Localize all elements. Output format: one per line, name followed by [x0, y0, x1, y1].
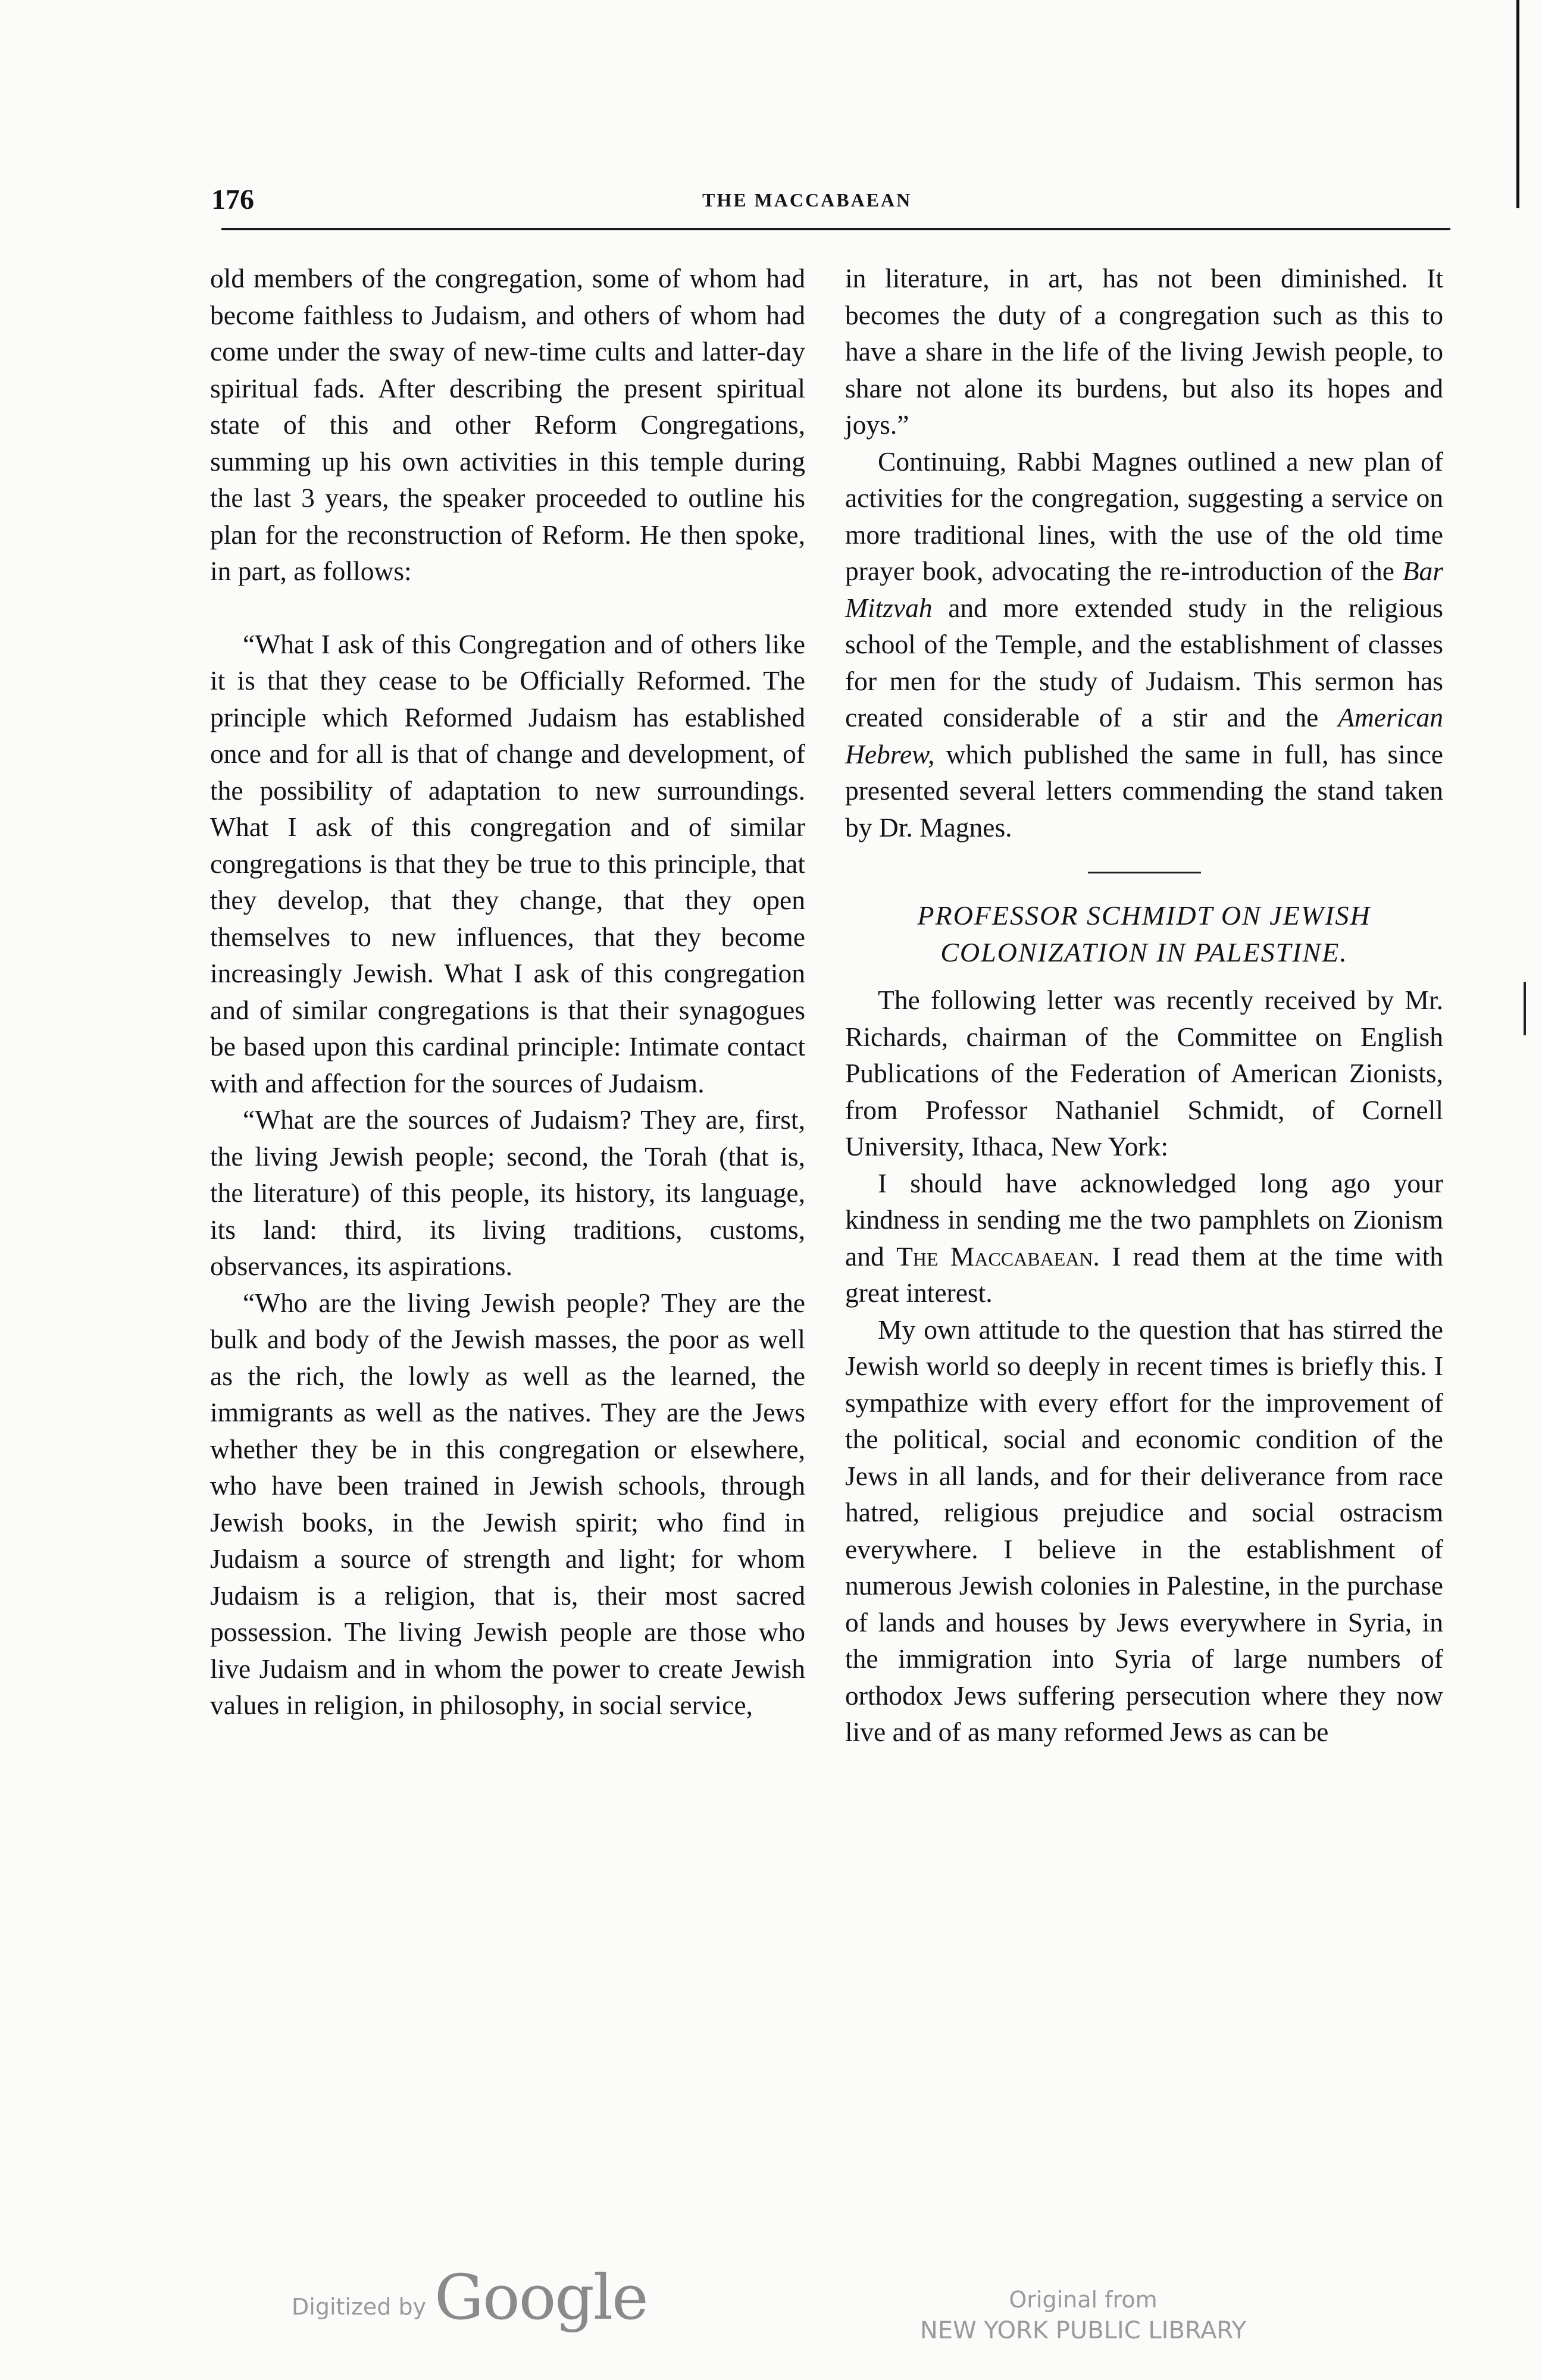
binding-edge-mark [1524, 982, 1526, 1035]
bar-mitzvah-italic: Bar Mitzvah [845, 556, 1443, 623]
left-paragraph-4: “Who are the living Jewish people? They are the bulk and body of the Jewish masses, the poor as well as the rich, the lowly as well as the learned, the immigrants as well as the natives. They are the Jews whether they be in this congregation or elsewhere, who have been trained in Jewish schools, through Jewish books, in the Jewish spirit; who find in Judaism a source of strength and light; for whom Judaism is a religion, that is, their most sacred possession. The living Jewish people are those who live Judaism and in whom the power to create Jewish values in religion, in philosophy, in social service, [210, 1287, 805, 1720]
running-title: THE MACCABAEAN [702, 189, 912, 211]
right-paragraph-3: The following letter was recently received by Mr. Richards, chairman of the Committee on English Publications of the Federation of American Zionists, from Professor Nathaniel Schmidt, of Cornell University, Ithaca, New York: [845, 985, 1443, 1161]
google-logo: Google [434, 2261, 648, 2334]
page-number: 176 [211, 184, 254, 215]
right-paragraph-4-text-a: I should have acknowledged long ago your kindness in sending me the two pamphlets on Zionism and [845, 1167, 1443, 1272]
right-paragraph-2-text-a: Continuing, Rabbi Magnes outlined a new plan of activities for the congregation, suggesting a service on more traditional lines, with the use of the old time prayer book, advocating the re-introduction of the [845, 446, 1443, 586]
right-column [845, 260, 1443, 1750]
binding-edge-line [1516, 0, 1519, 208]
header-rule [221, 228, 1450, 230]
maccabaean-smallcaps: The Maccabaean [896, 1241, 1093, 1272]
section-divider [1088, 872, 1201, 873]
section-heading [845, 897, 1443, 971]
right-paragraph-4 [845, 1165, 1443, 1311]
right-paragraph-5: My own attitude to the question that has stirred the Jewish world so deeply in recent times is briefly this. I sympathize with every effort for the improvement of the political, social and economic condition of the Jews in all lands, and for their deliverance from race hatred, religious prejudice and social ostracism everywhere. I believe in the establishment of numerous Jewish colonies in Palestine, in the purchase of lands and houses by Jews everywhere in Syria, in the immigration into Syria of large numbers of orthodox Jews suffering persecution where they now live and of as many reformed Jews as can be [845, 1314, 1443, 1747]
left-paragraph-2: “What I ask of this Congregation and of others like it is that they cease to be Officially Reformed. The principle which Reformed Judaism has established once and for all is that of change and development, of the possibility of adaptation to new surroundings. What I ask of this congregation and of similar congregations is that they be true to this principle, that they develop, that they change, that they open themselves to new influences, that they become increasingly Jewish. What I ask of this congregation and of similar congregations is that their synagogues be based upon this cardinal principle: Intimate contact with and affection for the sources of Judaism. [210, 628, 805, 1098]
left-paragraph-1: old members of the congregation, some of whom had become faithless to Judaism, and others of whom had come under the sway of new-time cults and latter-day spiritual fads. After describing the present spiritual state of this and other Reform Congregations, summing up his own activities in this temple during the last 3 years, the speaker proceeded to outline his plan for the reconstruction of Reform. He then spoke, in part, as follows: [210, 263, 805, 586]
american-hebrew-italic: American Hebrew, [845, 702, 1443, 769]
section-heading-line-2: COLONIZATION IN PALESTINE. [940, 937, 1348, 967]
section-heading-line-1: PROFESSOR SCHMIDT ON JEWISH [917, 900, 1371, 931]
left-column [210, 260, 805, 1724]
right-paragraph-4-text-b: . I read them at the time with great interest. [845, 1241, 1444, 1308]
right-paragraph-2 [845, 443, 1443, 846]
source-attribution [893, 2285, 1274, 2347]
right-paragraph-2-text-b: and more extended study in the religious school of the Temple, and the establishment of classes for men for the study of Judaism. This sermon has created considerable of a stir and the [845, 592, 1443, 732]
left-paragraph-3: “What are the sources of Judaism? They are, first, the living Jewish people; second, the Torah (that is, the literature) of this people, its history, its language, its land: third, its living traditions, customs, observances, its aspirations. [210, 1104, 805, 1281]
digitized-by-label: Digitized by [292, 2294, 427, 2320]
right-paragraph-1: in literature, in art, has not been diminished. It becomes the duty of a congregation such as this to have a share in the life of the living Jewish people, to share not alone its burdens, but also its hopes and joys.” [845, 263, 1443, 440]
right-paragraph-2-text-c: which published the same in full, has since presented several letters commending the stand taken by Dr. Magnes. [845, 738, 1443, 843]
original-from-label: Original from [1009, 2287, 1158, 2313]
library-name: NEW YORK PUBLIC LIBRARY [919, 2317, 1247, 2344]
